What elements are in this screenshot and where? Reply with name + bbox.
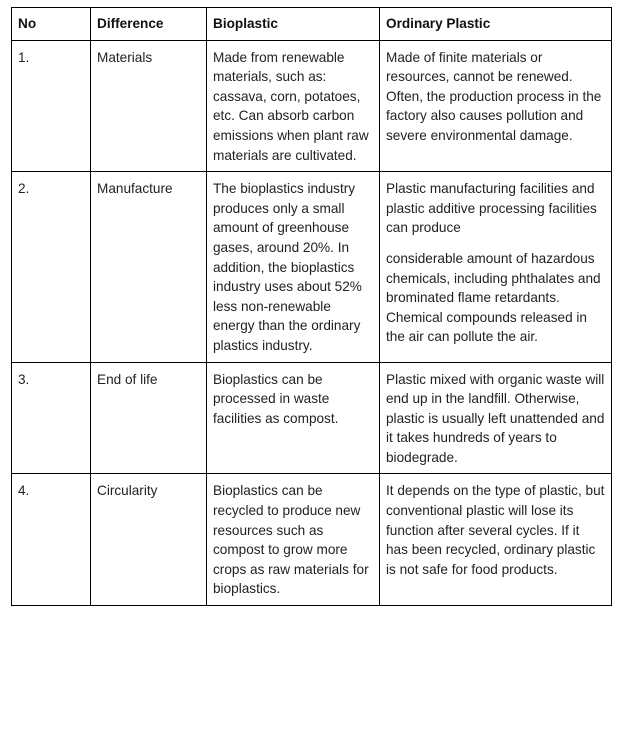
bioplastic-cell: The bioplastics industry produces only a small amount of greenhouse gases, around 20%. In addition, the bioplastics industry uses about 52% less non-renewable energy than the ordinary plastics industry. [207, 172, 380, 362]
difference-cell: Manufacture [91, 172, 207, 362]
header-ordinary-plastic: Ordinary Plastic [380, 8, 612, 41]
difference-cell: Circularity [91, 474, 207, 606]
table-row [12, 172, 612, 362]
header-row [12, 8, 612, 41]
header-bioplastic: Bioplastic [207, 8, 380, 41]
difference-cell: End of life [91, 362, 207, 474]
ordinary-plastic-cell [380, 474, 612, 606]
comparison-table [11, 7, 612, 606]
ordinary-paragraph: Plastic mixed with organic waste will end up in the landfill. Otherwise, plastic is usually left unattended and it takes hundreds of years to biodegrade. [386, 371, 605, 465]
ordinary-paragraph: considerable amount of hazardous chemicals, including phthalates and brominated flame retardants. Chemical compounds released in the air can pollute the air. [386, 250, 601, 345]
ordinary-paragraph: Plastic manufacturing facilities and plastic additive processing facilities can produce [386, 181, 597, 236]
ordinary-plastic-cell [380, 40, 612, 172]
header-difference: Difference [91, 8, 207, 41]
bioplastic-cell: Made from renewable materials, such as: cassava, corn, potatoes, etc. Can absorb carbon emissions when plant raw materials are cultivated. [207, 40, 380, 172]
ordinary-paragraph: It depends on the type of plastic, but conventional plastic will lose its function after several cycles. If it has been recycled, ordinary plastic is not safe for food products. [386, 483, 605, 577]
bioplastic-cell: Bioplastics can be recycled to produce new resources such as compost to grow more crops as raw materials for bioplastics. [207, 474, 380, 606]
row-number: 1. [12, 40, 91, 172]
bioplastic-cell: Bioplastics can be processed in waste facilities as compost. [207, 362, 380, 474]
table-row [12, 40, 612, 172]
table-row [12, 474, 612, 606]
ordinary-plastic-cell [380, 362, 612, 474]
difference-cell: Materials [91, 40, 207, 172]
header-no: No [12, 8, 91, 41]
row-number: 2. [12, 172, 91, 362]
table-row [12, 362, 612, 474]
ordinary-plastic-cell [380, 172, 612, 362]
row-number: 4. [12, 474, 91, 606]
ordinary-paragraph: Made of finite materials or resources, cannot be renewed. Often, the production process in the factory also causes pollution and severe environmental damage. [386, 49, 602, 143]
row-number: 3. [12, 362, 91, 474]
